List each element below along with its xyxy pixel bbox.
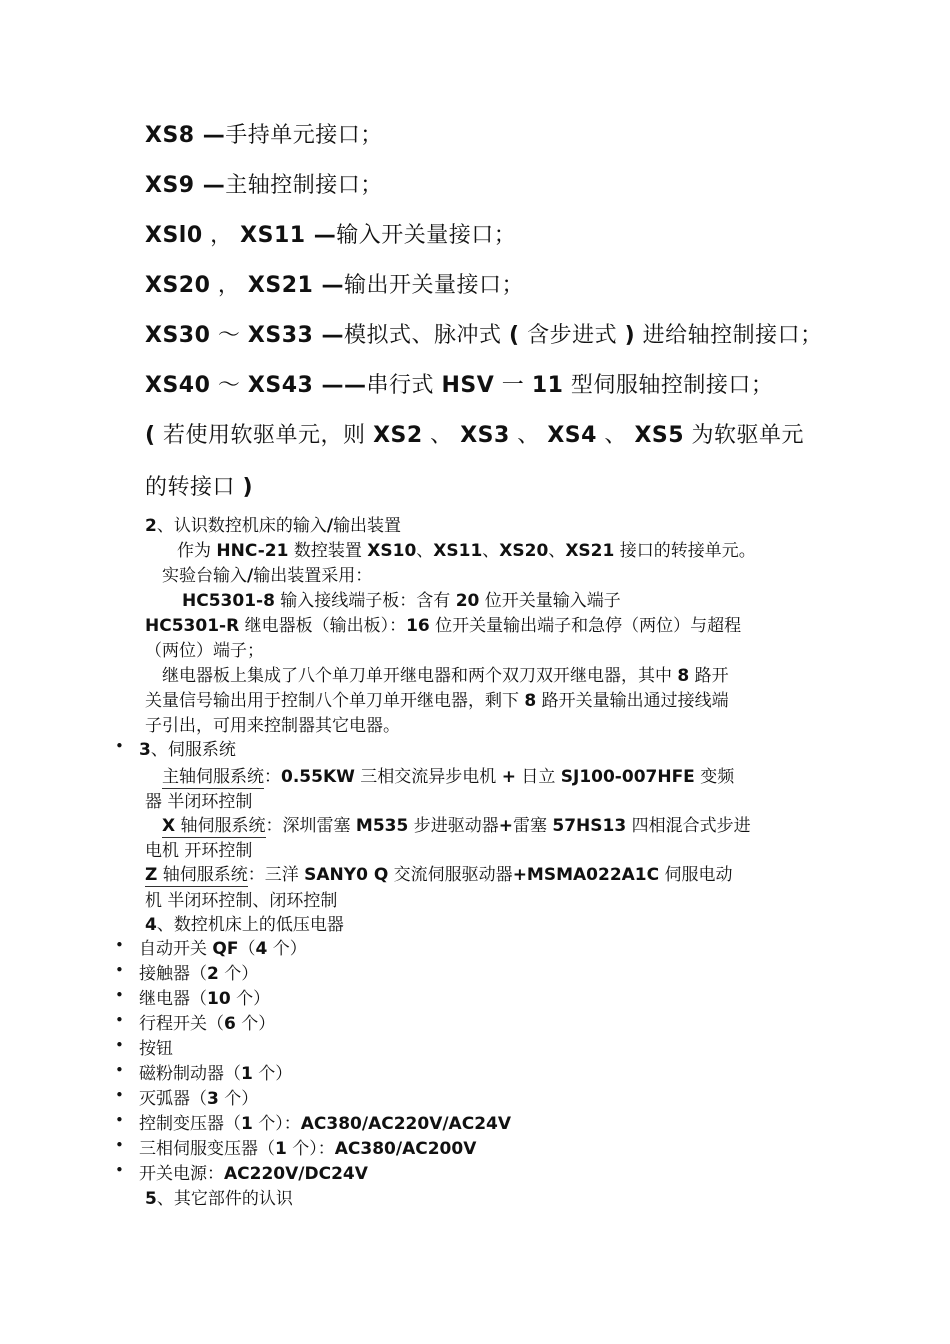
plus: + xyxy=(498,816,513,836)
code: XS43 xyxy=(247,373,314,398)
section-number: 2 xyxy=(145,516,157,536)
code: XS21 xyxy=(247,273,314,298)
code: XS20 xyxy=(499,541,549,561)
text: 个） xyxy=(218,1089,259,1109)
sep: ， xyxy=(210,273,248,298)
heading-text: 、其它部件的认识 xyxy=(156,1189,293,1209)
underlined-label: 轴伺服系统 xyxy=(157,865,248,885)
slash: / xyxy=(247,566,254,586)
section-3-heading xyxy=(139,735,236,760)
text: 四相混合式步进 xyxy=(626,816,751,836)
code: XS11 xyxy=(433,541,483,561)
bullet-icon: • xyxy=(115,1111,124,1129)
paragraph-line xyxy=(182,586,621,611)
desc: 模拟式、脉冲式 xyxy=(344,323,510,348)
text: 个） xyxy=(230,989,271,1009)
tilde: ～ xyxy=(210,373,248,398)
list-item xyxy=(139,1134,476,1159)
sep: 、 xyxy=(422,423,461,448)
number: 1 xyxy=(241,1064,253,1084)
bullet-icon: • xyxy=(115,986,124,1004)
text: 继电器板上集成了八个单刀单开继电器和两个双刀双开继电器，其中 xyxy=(162,666,678,686)
dash: — xyxy=(194,123,226,148)
dash: —— xyxy=(313,373,367,398)
text: 雷塞 xyxy=(512,816,553,836)
text: 个） xyxy=(252,1064,293,1084)
slash: / xyxy=(326,516,334,536)
desc: 串行式 xyxy=(366,373,442,398)
bullet-icon: • xyxy=(115,1011,124,1029)
text: 电机 开环控制 xyxy=(145,841,253,861)
dash: — xyxy=(313,323,345,348)
text: （两位）端子； xyxy=(145,641,264,661)
dash: — xyxy=(194,173,226,198)
text: 关量信号输出用于控制八个单刀单开继电器，剩下 xyxy=(145,691,525,711)
desc: 输出开关量接口； xyxy=(344,273,525,298)
paragraph-line xyxy=(162,811,751,836)
sep: ， xyxy=(202,223,241,248)
text: 交流伺服驱动器 xyxy=(388,865,513,885)
bullet-icon: • xyxy=(115,1086,124,1104)
code: XS5 xyxy=(634,423,685,448)
bullet-icon: • xyxy=(115,1036,124,1054)
number: 1 xyxy=(275,1139,287,1159)
code: +MSMA022A1C xyxy=(512,865,660,885)
code: XS40 xyxy=(145,373,211,398)
text: 数控装置 xyxy=(288,541,368,561)
number: 16 xyxy=(406,616,430,636)
text: 磁粉制动器（ xyxy=(139,1064,241,1084)
text: 按钮 xyxy=(139,1039,173,1059)
paragraph-line xyxy=(162,762,734,787)
text: 路开关量输出通过接线端 xyxy=(536,691,729,711)
text: 个） xyxy=(235,1014,276,1034)
underlined-label: 主轴伺服系统 xyxy=(162,767,264,787)
desc: 若使用软驱单元，则 xyxy=(155,423,374,448)
number: 1 xyxy=(241,1114,253,1134)
list-item xyxy=(139,1009,275,1034)
text: 、 xyxy=(416,541,434,561)
desc: 的转接口 xyxy=(145,475,243,500)
heading-text: 、认识数控机床的输入 xyxy=(156,516,327,536)
paragraph-line xyxy=(145,886,337,911)
code: X xyxy=(162,816,176,836)
paragraph-line xyxy=(145,860,733,885)
list-item xyxy=(139,1059,292,1084)
text: ： xyxy=(264,767,281,787)
paragraph-line xyxy=(145,787,252,812)
code: HNC-21 xyxy=(216,541,289,561)
code: 57HS13 xyxy=(552,816,627,836)
paragraph-line xyxy=(162,561,372,586)
desc: 型伺服轴控制接口； xyxy=(563,373,774,398)
code: HC5301-8 xyxy=(182,591,275,611)
paren: ) xyxy=(242,475,254,500)
list-item xyxy=(139,1034,173,1059)
list-item xyxy=(139,1084,258,1109)
bullet-icon: • xyxy=(115,737,124,755)
code: M535 xyxy=(355,816,409,836)
text: 伺服电动 xyxy=(659,865,733,885)
section-2-heading xyxy=(145,511,401,536)
heading-text: 、伺服系统 xyxy=(150,740,236,760)
bullet-icon: • xyxy=(115,961,124,979)
code: XS20 xyxy=(145,273,211,298)
number: 10 xyxy=(207,989,231,1009)
code: XS4 xyxy=(547,423,597,448)
paragraph-line xyxy=(162,661,729,686)
text: 行程开关（ xyxy=(139,1014,224,1034)
text: 三相交流异步电机 xyxy=(354,767,502,787)
number: 20 xyxy=(455,591,480,611)
text: 、 xyxy=(548,541,566,561)
code: XS8 xyxy=(145,123,195,148)
code: SJ100-007HFE xyxy=(560,767,695,787)
code: 0.55KW xyxy=(281,767,355,787)
number: 3 xyxy=(207,1089,219,1109)
code: HC5301-R xyxy=(145,616,240,636)
tilde: ～ xyxy=(210,323,248,348)
desc: 为软驱单元 xyxy=(684,423,805,448)
list-item xyxy=(139,959,258,984)
code: SANY0 Q xyxy=(304,865,389,885)
sep: 、 xyxy=(509,423,548,448)
code: HSV xyxy=(441,373,495,398)
list-item-xs20-21 xyxy=(145,268,524,299)
desc: 一 xyxy=(494,373,532,398)
code: XSl0 xyxy=(145,223,203,248)
dash: — xyxy=(305,223,337,248)
dash: — xyxy=(313,273,345,298)
code: XS11 xyxy=(240,223,306,248)
text: 、 xyxy=(482,541,500,561)
code: AC380/AC220V/AC24V xyxy=(300,1114,512,1134)
text: 实验台输入 xyxy=(162,566,247,586)
paragraph-line xyxy=(145,836,252,861)
text: 器 半闭环控制 xyxy=(145,792,253,812)
text: 步进驱动器 xyxy=(408,816,499,836)
list-item-xs9 xyxy=(145,168,383,199)
paren: ( xyxy=(509,323,520,348)
list-item-xs8 xyxy=(145,118,383,149)
paren: ( xyxy=(145,423,156,448)
list-item xyxy=(139,984,270,1009)
text: 控制变压器（ xyxy=(139,1114,241,1134)
code: QF xyxy=(212,939,239,959)
list-item xyxy=(139,1159,368,1184)
desc: 手持单元接口； xyxy=(225,123,383,148)
section-4-heading xyxy=(145,910,344,935)
desc: 主轴控制接口； xyxy=(225,173,383,198)
note-line-2 xyxy=(145,470,253,501)
code: XS30 xyxy=(145,323,211,348)
paragraph-line xyxy=(145,686,729,711)
text: 继电器板（输出板）： xyxy=(239,616,407,636)
text: 个） xyxy=(218,964,259,984)
note-line-1 xyxy=(145,418,804,449)
underlined-label: 轴伺服系统 xyxy=(175,816,266,836)
section-5-heading xyxy=(145,1184,293,1209)
list-item-xs10-11 xyxy=(145,218,516,249)
bullet-icon: • xyxy=(115,936,124,954)
plus: + xyxy=(501,767,516,787)
text: 开关电源： xyxy=(139,1164,224,1184)
number: 6 xyxy=(224,1014,236,1034)
text: 日立 xyxy=(515,767,561,787)
bullet-icon: • xyxy=(115,1161,124,1179)
code: XS2 xyxy=(373,423,423,448)
text: ：深圳雷塞 xyxy=(265,816,356,836)
text: 输入接线端子板：含有 xyxy=(274,591,456,611)
text: 路开 xyxy=(689,666,729,686)
list-item xyxy=(139,934,307,959)
text: 变频 xyxy=(694,767,735,787)
text: 接口的转接单元。 xyxy=(614,541,756,561)
code: AC380/AC200V xyxy=(334,1139,477,1159)
code: XS33 xyxy=(247,323,314,348)
desc: 含步进式 xyxy=(519,323,625,348)
text: 个） xyxy=(267,939,307,959)
section-number: 4 xyxy=(145,915,157,935)
list-item-xs40-43 xyxy=(145,368,773,399)
desc: 输入开关量接口； xyxy=(336,223,517,248)
code: AC220V/DC24V xyxy=(224,1164,368,1184)
number: 2 xyxy=(207,964,219,984)
bullet-icon: • xyxy=(115,1136,124,1154)
text: 灭弧器（ xyxy=(139,1089,207,1109)
text: ：三洋 xyxy=(247,865,305,885)
heading-text: 输出装置 xyxy=(333,516,402,536)
text: 输出装置采用： xyxy=(253,566,373,586)
desc: 进给轴控制接口； xyxy=(635,323,823,348)
section-number: 5 xyxy=(145,1189,157,1209)
code: XS10 xyxy=(367,541,417,561)
text: （ xyxy=(238,939,256,959)
text: 机 半闭环控制、闭环控制 xyxy=(145,891,338,911)
number: 8 xyxy=(677,666,690,686)
paren: ) xyxy=(624,323,636,348)
code: XS21 xyxy=(565,541,615,561)
text: 位开关量输入端子 xyxy=(479,591,621,611)
paragraph-line xyxy=(177,536,756,561)
text: 继电器（ xyxy=(139,989,207,1009)
list-item-xs30-33 xyxy=(145,318,823,349)
paragraph-line xyxy=(145,611,741,636)
text: 子引出，可用来控制器其它电器。 xyxy=(145,716,400,736)
paragraph-line xyxy=(145,711,400,736)
sep: 、 xyxy=(596,423,635,448)
section-number: 3 xyxy=(139,740,151,760)
bullet-icon: • xyxy=(115,1061,124,1079)
text: 自动开关 xyxy=(139,939,213,959)
paragraph-line xyxy=(145,636,264,661)
number: 8 xyxy=(524,691,537,711)
text: 个）： xyxy=(286,1139,335,1159)
text: 作为 xyxy=(177,541,217,561)
list-item xyxy=(139,1109,511,1134)
number: 4 xyxy=(255,939,268,959)
code: 11 xyxy=(531,373,564,398)
text: 接触器（ xyxy=(139,964,207,984)
text: 三相伺服变压器（ xyxy=(139,1139,275,1159)
code: XS9 xyxy=(145,173,195,198)
code: XS3 xyxy=(460,423,510,448)
text: 位开关量输出端子和急停（两位）与超程 xyxy=(429,616,742,636)
text: 个）： xyxy=(252,1114,301,1134)
code: Z xyxy=(145,865,158,885)
heading-text: 、数控机床上的低压电器 xyxy=(156,915,344,935)
